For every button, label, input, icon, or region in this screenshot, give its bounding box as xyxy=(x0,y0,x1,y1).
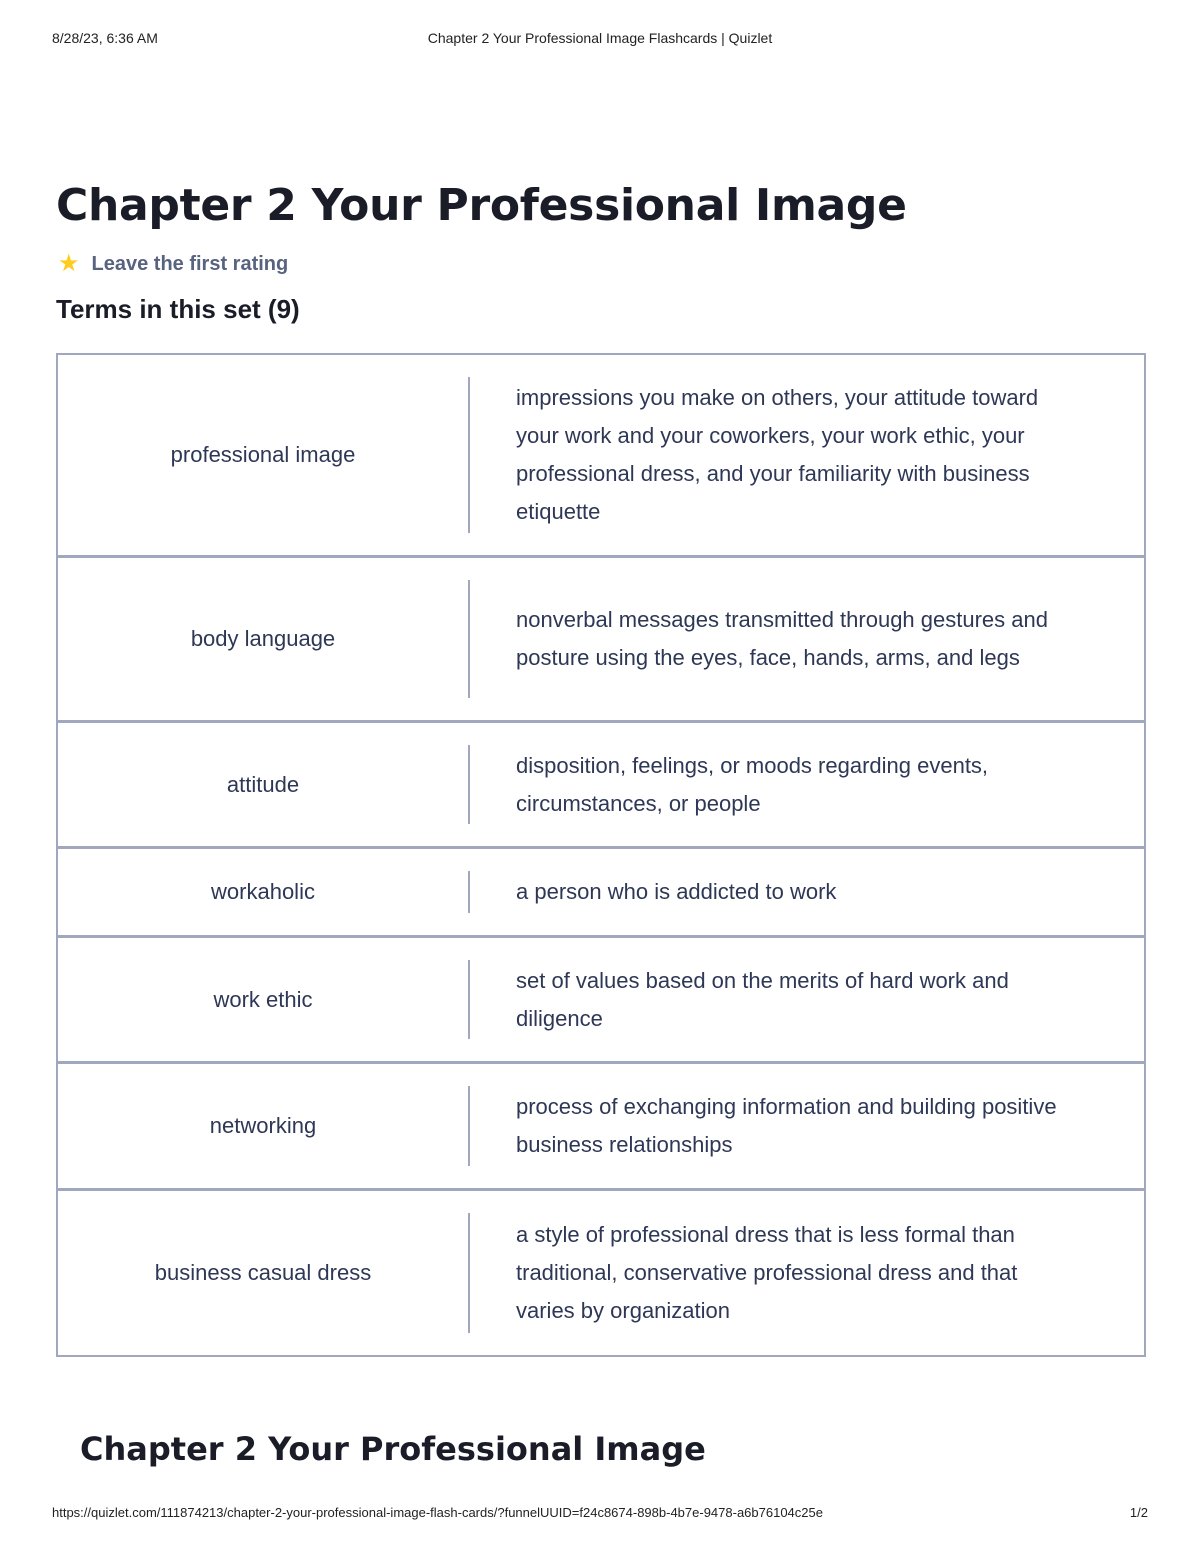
page-number: 1/2 xyxy=(1129,1505,1148,1520)
rating-link[interactable] xyxy=(58,252,288,276)
print-header xyxy=(52,30,1148,50)
term-row xyxy=(58,1064,1144,1191)
term-text: work ethic xyxy=(213,986,313,1012)
term-text: professional image xyxy=(170,442,356,467)
definition-text: a person who is addicted to work xyxy=(516,879,837,904)
definition-text: set of values based on the merits of hard work and diligence xyxy=(516,967,1009,1031)
term-row xyxy=(58,849,1144,938)
print-date: 8/28/23, 6:36 AM xyxy=(52,30,158,46)
print-document-title: Chapter 2 Your Professional Image Flashcards | Quizlet xyxy=(427,30,773,46)
definition-text: impressions you make on others, your attitude toward your work and your coworkers, your work ethic, your professional dress, and your familiarity with business etiquette xyxy=(516,385,1039,524)
definition-text: process of exchanging information and building positive business relationships xyxy=(516,1094,1057,1157)
rating-label: Leave the first rating xyxy=(91,252,289,275)
term-text: business casual dress xyxy=(154,1260,372,1285)
term-text: networking xyxy=(209,1113,317,1138)
terms-heading: Terms in this set (9) xyxy=(56,294,300,324)
print-footer xyxy=(52,1505,1148,1525)
term-text: workaholic xyxy=(211,879,315,904)
star-icon: ★ xyxy=(58,250,80,277)
print-url: https://quizlet.com/111874213/chapter-2-your-professional-image-flash-cards/?funnelUUID=f24c8674-898b-4b7e-9478-a6b76104c25e xyxy=(52,1505,823,1520)
term-text: attitude xyxy=(226,771,300,797)
term-row xyxy=(58,938,1144,1064)
term-row xyxy=(58,355,1144,558)
page-title: Chapter 2 Your Professional Image xyxy=(56,180,907,231)
section-title: Chapter 2 Your Professional Image xyxy=(80,1430,706,1468)
definition-text: nonverbal messages transmitted through gestures and posture using the eyes, face, hands, arms, and legs xyxy=(516,607,1048,670)
term-row xyxy=(58,1191,1144,1355)
term-text: body language xyxy=(190,626,336,651)
definition-text: a style of professional dress that is less formal than traditional, conservative professional dress and that varies by organization xyxy=(516,1222,1018,1323)
definition-text: disposition, feelings, or moods regarding events, circumstances, or people xyxy=(516,752,989,816)
terms-list xyxy=(56,353,1146,1357)
term-row xyxy=(58,723,1144,849)
term-row xyxy=(58,558,1144,723)
